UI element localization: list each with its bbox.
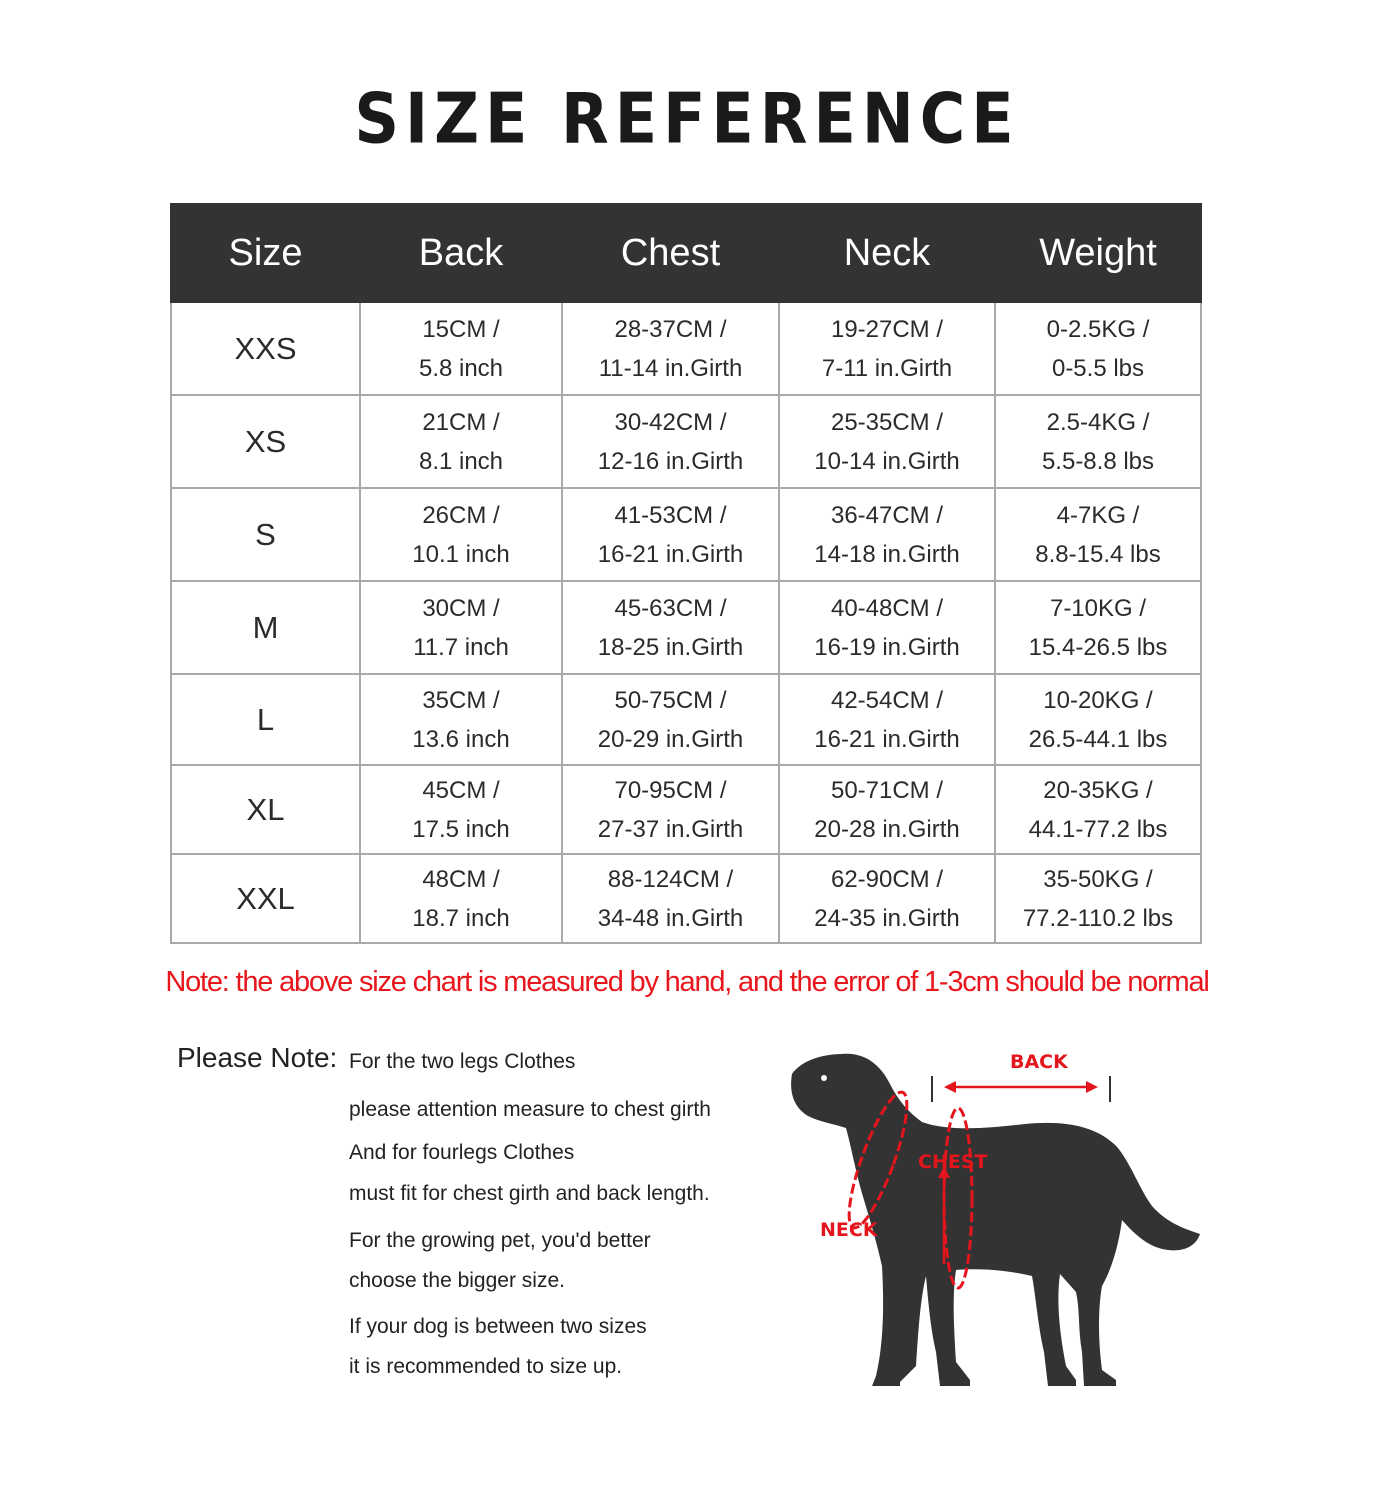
neck-cell	[779, 674, 995, 765]
cell-line: 5.8 inch	[418, 354, 504, 382]
cell-line: 10-20KG /	[1043, 686, 1153, 714]
back-cell	[360, 854, 562, 943]
cell-line: 35CM /	[422, 686, 500, 714]
cell-line: 30-42CM /	[614, 408, 727, 436]
header-back: Back	[360, 204, 562, 302]
cell-line: 0-2.5KG /	[1046, 315, 1150, 343]
chest-cell	[562, 302, 779, 395]
weight-cell	[995, 581, 1201, 674]
cell-line: 45CM /	[422, 776, 500, 804]
back-cell	[360, 302, 562, 395]
cell-line: 45-63CM /	[614, 594, 727, 622]
cell-line: 2.5-4KG /	[1046, 408, 1150, 436]
table-row	[171, 302, 1201, 395]
neck-cell	[779, 302, 995, 395]
size-cell: L	[171, 674, 360, 765]
cell-line: 70-95CM /	[614, 776, 727, 804]
cell-line: 16-19 in.Girth	[814, 633, 960, 661]
weight-cell	[995, 765, 1201, 854]
cell-line: 14-18 in.Girth	[814, 540, 960, 568]
cell-line: 12-16 in.Girth	[597, 447, 744, 475]
cell-line: 10-14 in.Girth	[814, 447, 960, 475]
header-size: Size	[171, 204, 360, 302]
cell-line: 18-25 in.Girth	[597, 633, 744, 661]
chest-cell	[562, 765, 779, 854]
neck-cell	[779, 395, 995, 488]
back-arrow-head-right	[1086, 1081, 1098, 1093]
size-cell: XS	[171, 395, 360, 488]
table-row	[171, 765, 1201, 854]
note-line: For the growing pet, you'd better	[349, 1229, 651, 1252]
cell-line: 15CM /	[422, 315, 500, 343]
size-cell: XL	[171, 765, 360, 854]
cell-line: 21CM /	[422, 408, 500, 436]
weight-cell	[995, 488, 1201, 581]
table-row	[171, 581, 1201, 674]
cell-line: 15.4-26.5 lbs	[1028, 633, 1168, 661]
cell-line: 25-35CM /	[830, 408, 944, 436]
cell-line: 44.1-77.2 lbs	[1028, 815, 1168, 843]
note-line: And for fourlegs Clothes	[349, 1141, 575, 1164]
chest-cell	[562, 488, 779, 581]
please-note-label: Please Note:	[177, 1042, 338, 1073]
table-header-row	[171, 204, 1201, 302]
cell-line: 41-53CM /	[614, 501, 727, 529]
size-table	[170, 203, 1202, 944]
note-line: If your dog is between two sizes	[349, 1315, 647, 1338]
note-line: must fit for chest girth and back length.	[349, 1182, 710, 1205]
cell-line: 26CM /	[422, 501, 500, 529]
back-cell	[360, 674, 562, 765]
cell-line: 18.7 inch	[412, 904, 510, 932]
cell-line: 48CM /	[422, 865, 500, 893]
cell-line: 10.1 inch	[412, 540, 510, 568]
note-line: For the two legs Clothes	[349, 1050, 576, 1073]
cell-line: 30CM /	[422, 594, 500, 622]
neck-cell	[779, 488, 995, 581]
cell-line: 16-21 in.Girth	[814, 725, 960, 753]
weight-cell	[995, 854, 1201, 943]
header-weight: Weight	[995, 204, 1201, 302]
neck-cell	[779, 581, 995, 674]
cell-line: 13.6 inch	[412, 725, 510, 753]
back-cell	[360, 488, 562, 581]
size-cell: XXL	[171, 854, 360, 943]
cell-line: 4-7KG /	[1056, 501, 1140, 529]
dog-measurement-diagram	[780, 1040, 1210, 1390]
cell-line: 11.7 inch	[413, 633, 509, 661]
table-row	[171, 854, 1201, 943]
cell-line: 20-29 in.Girth	[597, 725, 744, 753]
note-line: it is recommended to size up.	[349, 1355, 623, 1378]
weight-cell	[995, 395, 1201, 488]
cell-line: 19-27CM /	[830, 315, 944, 343]
size-cell: S	[171, 488, 360, 581]
chest-cell	[562, 395, 779, 488]
back-cell	[360, 395, 562, 488]
cell-line: 50-71CM /	[830, 776, 944, 804]
back-cell	[360, 765, 562, 854]
chest-cell	[562, 854, 779, 943]
back-cell	[360, 581, 562, 674]
cell-line: 20-35KG /	[1043, 776, 1153, 804]
cell-line: 16-21 in.Girth	[597, 540, 744, 568]
neck-label: NECK	[820, 1219, 878, 1241]
header-neck: Neck	[779, 204, 995, 302]
chest-cell	[562, 674, 779, 765]
table-row	[171, 488, 1201, 581]
note-line: choose the bigger size.	[349, 1269, 565, 1292]
chest-label: CHEST	[918, 1151, 988, 1173]
cell-line: 77.2-110.2 lbs	[1022, 904, 1174, 932]
header-chest: Chest	[562, 204, 779, 302]
cell-line: 7-10KG /	[1049, 594, 1147, 622]
chest-cell	[562, 581, 779, 674]
size-cell: M	[171, 581, 360, 674]
cell-line: 36-47CM /	[830, 501, 944, 529]
cell-line: 62-90CM /	[830, 865, 944, 893]
cell-line: 35-50KG /	[1043, 865, 1153, 893]
size-cell: XXS	[171, 302, 360, 395]
weight-cell	[995, 302, 1201, 395]
cell-line: 50-75CM /	[614, 686, 727, 714]
cell-line: 8.8-15.4 lbs	[1035, 540, 1161, 568]
table-row	[171, 674, 1201, 765]
measurement-note: Note: the above size chart is measured by hand, and the error of 1-3cm should be normal	[165, 966, 1209, 998]
cell-line: 26.5-44.1 lbs	[1028, 725, 1168, 753]
cell-line: 88-124CM /	[607, 865, 734, 893]
cell-line: 8.1 inch	[418, 447, 504, 475]
cell-line: 40-48CM /	[830, 594, 944, 622]
cell-line: 42-54CM /	[830, 686, 944, 714]
cell-line: 7-11 in.Girth	[821, 354, 953, 382]
cell-line: 11-14 in.Girth	[598, 354, 743, 382]
page-title: SIZE REFERENCE	[354, 77, 1020, 160]
neck-cell	[779, 854, 995, 943]
table-row	[171, 395, 1201, 488]
back-arrow-head-left	[944, 1081, 956, 1093]
weight-cell	[995, 674, 1201, 765]
cell-line: 20-28 in.Girth	[814, 815, 960, 843]
cell-line: 34-48 in.Girth	[597, 904, 744, 932]
cell-line: 17.5 inch	[412, 815, 510, 843]
cell-line: 5.5-8.8 lbs	[1041, 447, 1155, 475]
cell-line: 28-37CM /	[614, 315, 727, 343]
back-label: BACK	[1010, 1051, 1068, 1073]
cell-line: 27-37 in.Girth	[597, 815, 744, 843]
cell-line: 24-35 in.Girth	[814, 904, 960, 932]
dog-eye	[821, 1075, 827, 1081]
cell-line: 0-5.5 lbs	[1051, 354, 1145, 382]
neck-cell	[779, 765, 995, 854]
note-line: please attention measure to chest girth	[349, 1098, 711, 1121]
